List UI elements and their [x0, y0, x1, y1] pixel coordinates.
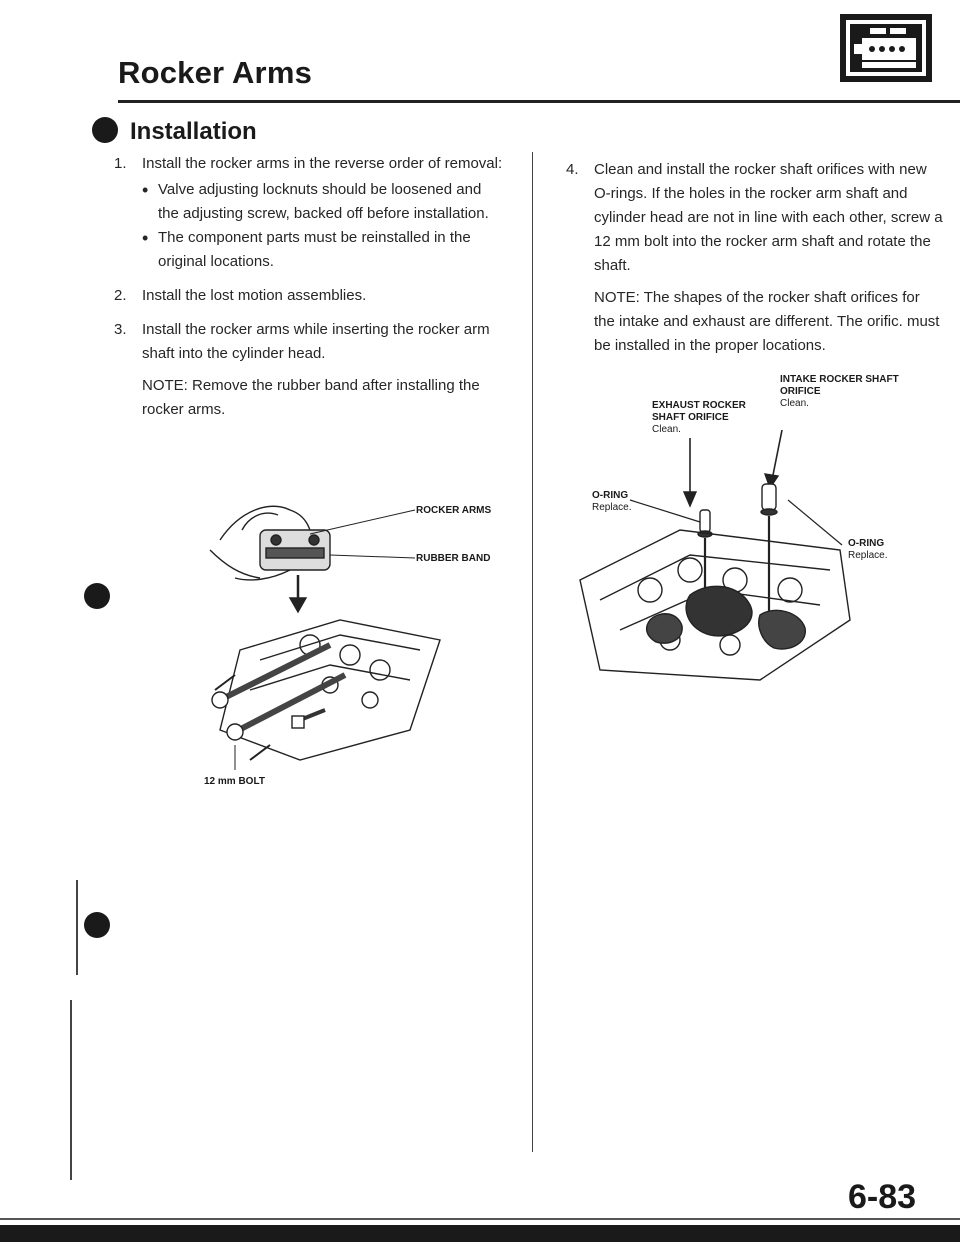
step-number: 2. — [114, 287, 127, 304]
section-bullet — [92, 117, 118, 143]
header-rule — [118, 100, 960, 103]
margin-bar — [70, 1000, 72, 1180]
step-text: Install the lost motion assemblies. — [142, 287, 367, 304]
callout-intake-orifice: INTAKE ROCKER SHAFT ORIFICE Clean. — [780, 374, 899, 409]
step-number: 3. — [114, 321, 127, 338]
column-divider — [532, 152, 533, 1152]
callout-rubber-band: RUBBER BAND — [416, 553, 491, 564]
step-1 — [114, 152, 504, 274]
section-heading: Installation — [130, 118, 257, 145]
footer-rule-thin — [0, 1218, 960, 1220]
margin-bullet — [84, 912, 110, 938]
step-text: Install the rocker arms while inserting the rocker arm shaft into the cylinder head. — [142, 321, 490, 362]
callout-oring-left: O-RING Replace. — [592, 490, 632, 513]
footer-rule — [0, 1225, 960, 1242]
step-number: 4. — [566, 161, 579, 178]
step-2 — [114, 284, 504, 308]
step-4 — [566, 158, 944, 358]
page-number: 6-83 — [848, 1178, 917, 1216]
callout-exhaust-orifice: EXHAUST ROCKER SHAFT ORIFICE Clean. — [652, 400, 746, 435]
note-text: NOTE: The shapes of the rocker shaft orifices for the intake and exhaust are different. The orific. must be installed in the proper locations. — [594, 289, 940, 354]
right-column — [566, 158, 944, 368]
engine-block-icon — [840, 14, 932, 82]
step-text: Install the rocker arms in the reverse order of removal: — [142, 155, 503, 172]
page-title: Rocker Arms — [118, 55, 313, 90]
step-text: Clean and install the rocker shaft orifices with new O-rings. If the holes in the rocker arm shaft and cylinder head are not in line with each other, screw a 12 mm bolt into the rocker arm shaft and rotate the shaft. — [594, 161, 943, 274]
note-text: NOTE: Remove the rubber band after installing the rocker arms. — [142, 377, 480, 418]
callout-12mm-bolt: 12 mm BOLT — [204, 776, 265, 787]
orifice-illustration — [560, 430, 860, 690]
callout-oring-right: O-RING Replace. — [848, 538, 888, 561]
list-item: • Valve adjusting locknuts should be loosened and the adjusting screw, backed off before installation. — [142, 178, 504, 226]
margin-bar — [76, 880, 78, 975]
bullet-list — [142, 178, 504, 274]
list-item: • The component parts must be reinstalled in the original locations. — [142, 226, 504, 274]
step-3 — [114, 318, 504, 422]
step-number: 1. — [114, 155, 127, 172]
margin-bullet — [84, 583, 110, 609]
left-column — [114, 152, 504, 432]
callout-rocker-arms: ROCKER ARMS — [416, 505, 492, 516]
